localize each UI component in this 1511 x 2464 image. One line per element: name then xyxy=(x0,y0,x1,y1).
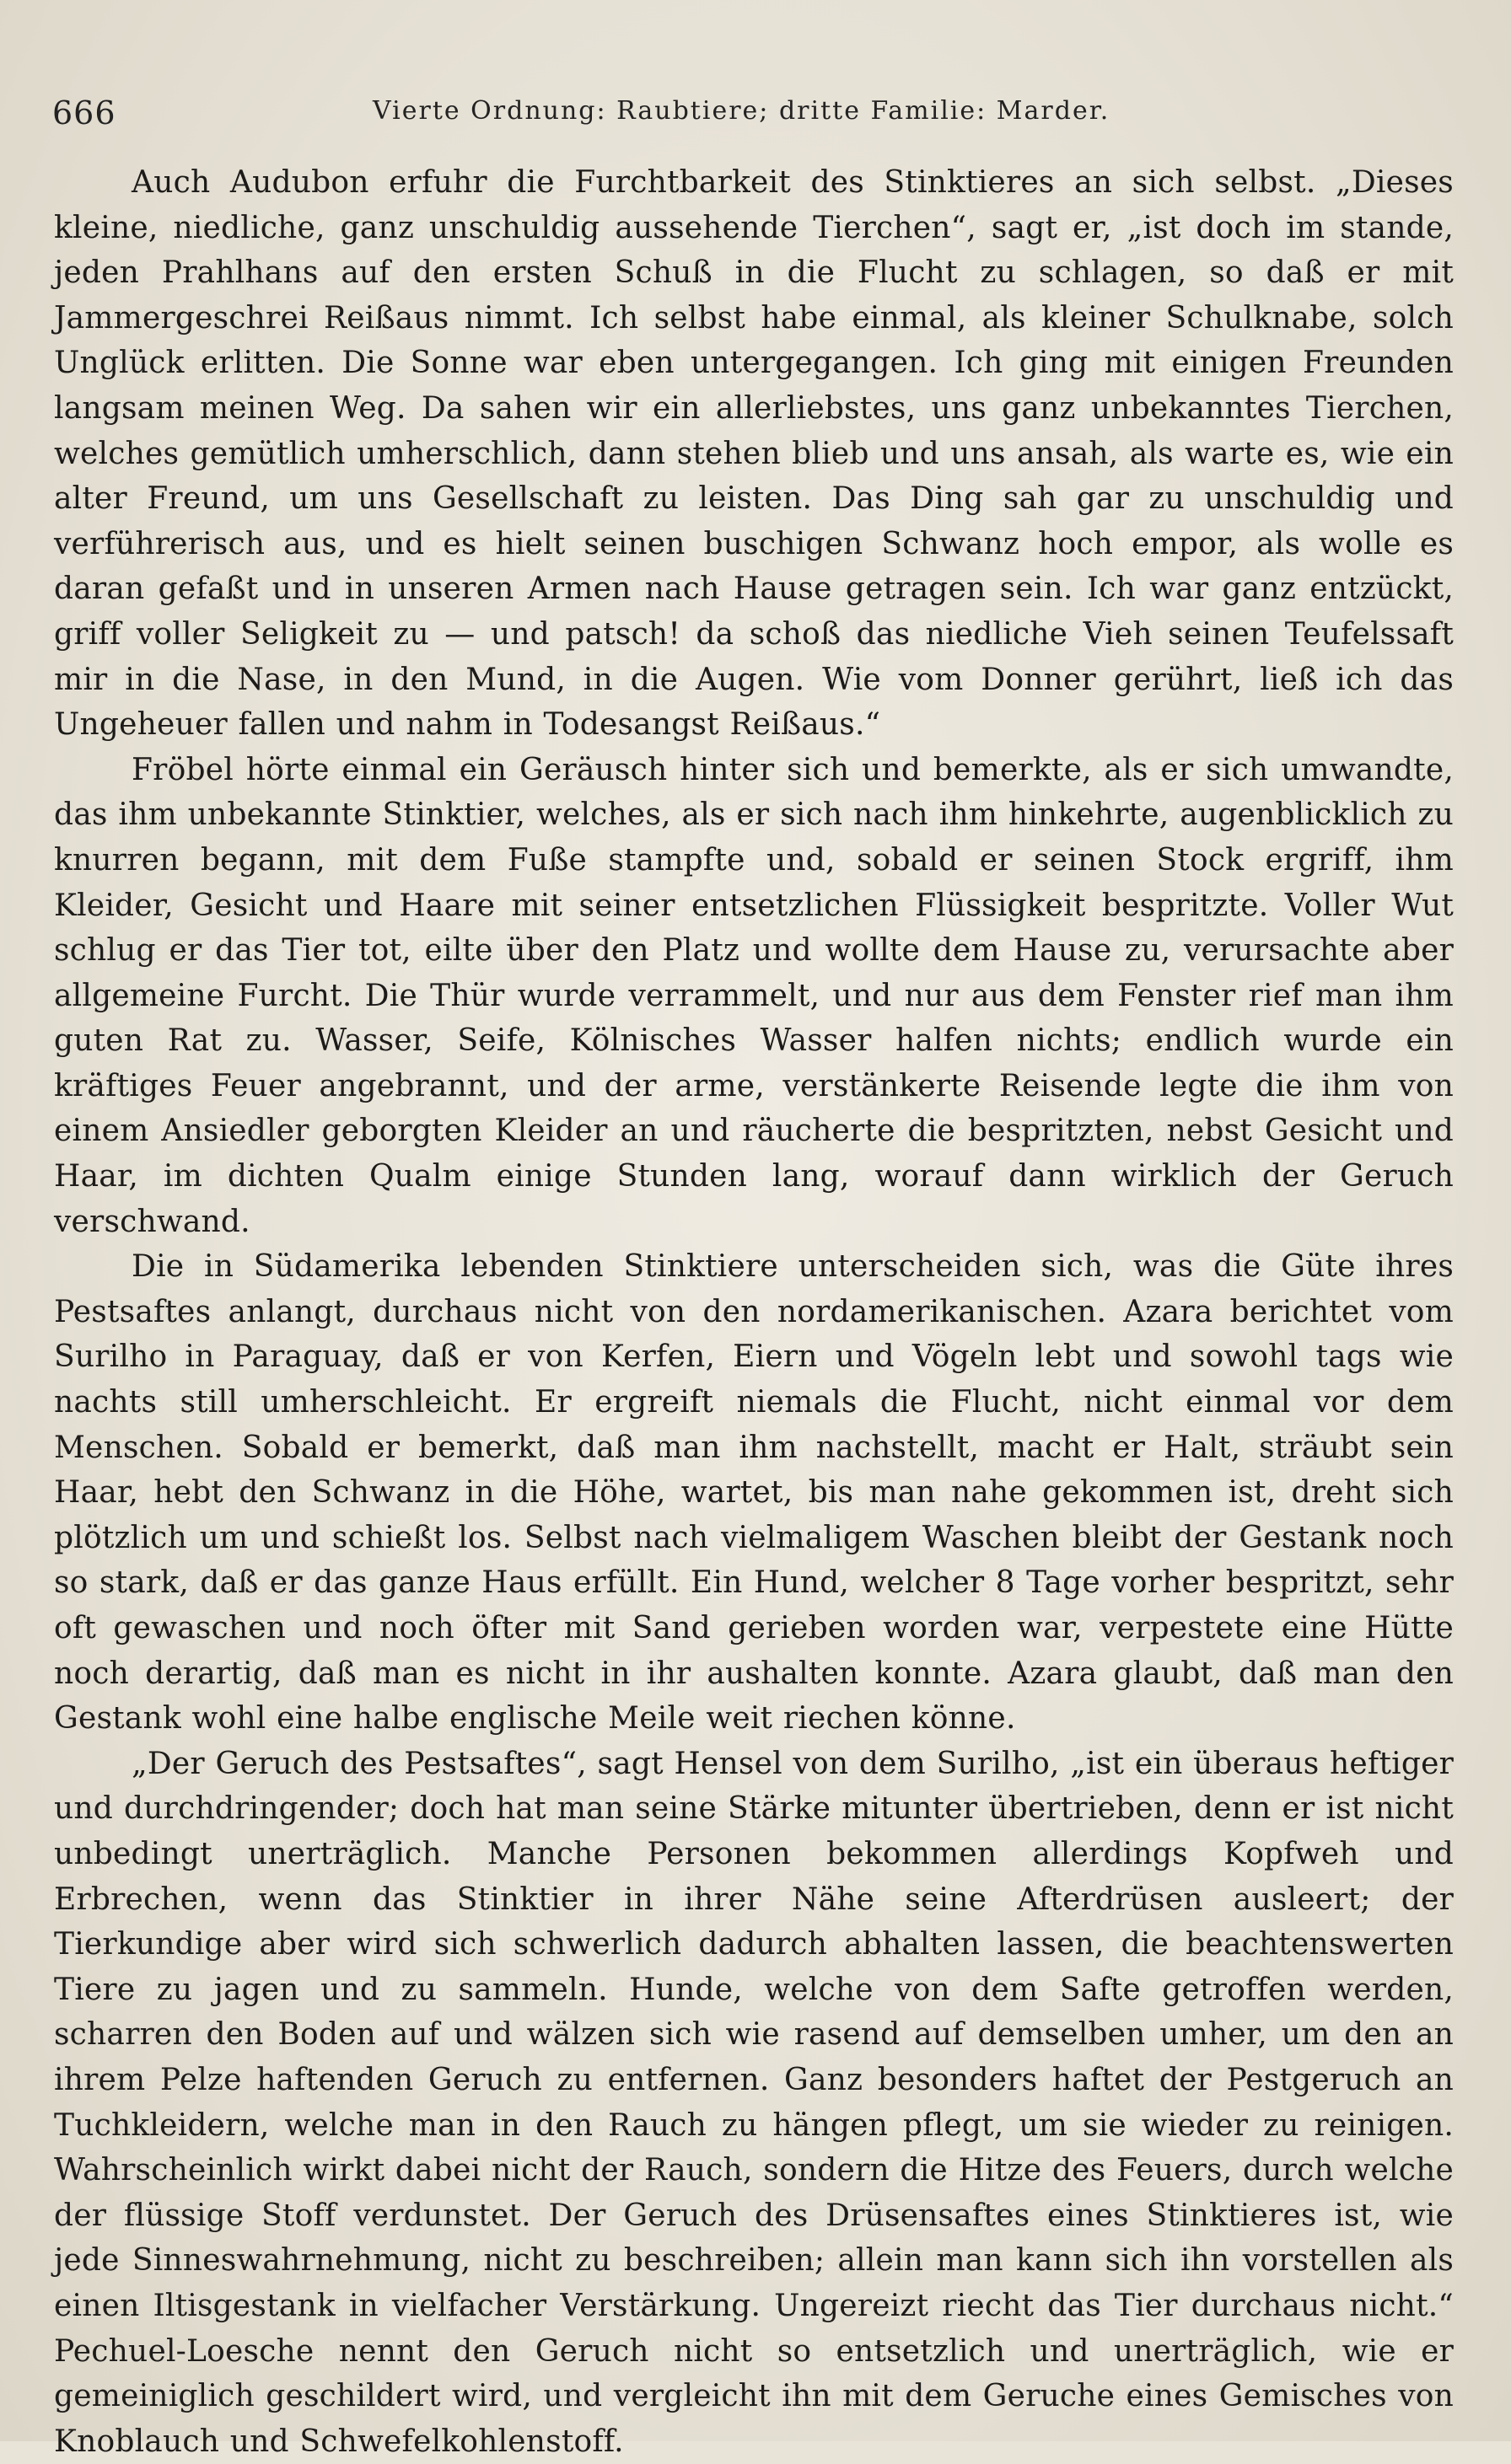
running-head: Vierte Ordnung: Raubtiere; dritte Familie: Marder. xyxy=(373,96,1110,126)
paragraph-audubon: Auch Audubon erfuhr die Furchtbarkeit des Stinktieres an sich selbst. „Dieses kleine, niedliche, ganz unschuldig aussehende Tierchen“, sagt er, „ist doch im stande, jeden Prahlhans auf den ersten Schuß in die Flucht zu schlagen, so daß er mit Jammergeschrei Reißaus nimmt. Ich selbst habe einmal, als kleiner Schulknabe, solch Unglück erlitten. Die Sonne war eben untergegangen. Ich ging mit einigen Freunden langsam meinen Weg. Da sahen wir ein allerliebstes, uns ganz unbekanntes Tierchen, welches gemütlich umherschlich, dann stehen blieb und uns ansah, als warte es, wie ein alter Freund, um uns Gesellschaft zu leisten. Das Ding sah gar zu unschuldig und verführerisch aus, und es hielt seinen buschigen Schwanz hoch empor, als wolle es daran gefaßt und in unseren Armen nach Hause getragen sein. Ich war ganz entzückt, griff voller Seligkeit zu — und patsch! da schoß das niedliche Vieh seinen Teufelssaft mir in die Nase, in den Mund, in die Augen. Wie vom Donner gerührt, ließ ich das Ungeheuer fallen und nahm in Todesangst Reißaus.“ xyxy=(54,165,1454,743)
paragraph-froebel: Fröbel hörte einmal ein Geräusch hinter sich und bemerkte, als er sich umwandte, das ihm unbekannte Stinktier, welches, als er sich nach ihm hinkehrte, augenblicklich zu knurren begann, mit dem Fuße stampfte und, sobald er seinen Stock ergriff, ihm Kleider, Gesicht und Haare mit seiner entsetzlichen Flüssigkeit bespritzte. Voller Wut schlug er das Tier tot, eilte über den Platz und wollte dem Hause zu, verursachte aber allgemeine Furcht. Die Thür wurde verrammelt, und nur aus dem Fenster rief man ihm guten Rat zu. Wasser, Seife, Kölnisches Wasser halfen nichts; endlich wurde ein kräftiges Feuer angebrannt, und der arme, verstänkerte Reisende legte die ihm von einem Ansiedler geborgten Kleider an und räucherte die bespritzten, nebst Gesicht und Haar, im dichten Qualm einige Stunden lang, worauf dann wirklich der Geruch verschwand. xyxy=(54,752,1454,1239)
page-header xyxy=(52,94,1452,145)
paragraph-hensel: „Der Geruch des Pestsaftes“, sagt Hensel von dem Surilho, „ist ein überaus heftiger und durchdringender; doch hat man seine Stärke mitunter übertrieben, denn er ist nicht unbedingt unerträglich. Manche Personen bekommen allerdings Kopfweh und Erbrechen, wenn das Stinktier in ihrer Nähe seine Afterdrüsen ausleert; der Tierkundige aber wird sich schwerlich dadurch abhalten lassen, die beachtenswerten Tiere zu jagen und zu sammeln. Hunde, welche von dem Safte getroffen werden, scharren den Boden auf und wälzen sich wie rasend auf demselben umher, um den an ihrem Pelze haftenden Geruch zu entfernen. Ganz besonders haftet der Pestgeruch an Tuchkleidern, welche man in den Rauch zu hängen pflegt, um sie wieder zu reinigen. Wahrscheinlich wirkt dabei nicht der Rauch, sondern die Hitze des Feuers, durch welche der flüssige Stoff verdunstet. Der Geruch des Drüsensaftes eines Stinktieres ist, wie jede Sinneswahrnehmung, nicht zu beschreiben; allein man kann sich ihn vorstellen als einen Iltisgestank in vielfacher Verstärkung. Ungereizt riecht das Tier durchaus nicht.“ Pechuel-Loesche nennt den Geruch nicht so entsetzlich und unerträglich, wie er gemeiniglich geschildert wird, und vergleicht ihn mit dem Geruche eines Gemisches von Knoblauch und Schwefelkohlenstoff. xyxy=(54,1746,1454,2459)
body-text xyxy=(54,160,1454,2464)
paragraph-azara: Die in Südamerika lebenden Stinktiere unterscheiden sich, was die Güte ihres Pestsaftes anlangt, durchaus nicht von den nordamerikanischen. Azara berichtet vom Surilho in Paraguay, daß er von Kerfen, Eiern und Vögeln lebt und sowohl tags wie nachts still umherschleicht. Er ergreift niemals die Flucht, nicht einmal vor dem Menschen. Sobald er bemerkt, daß man ihm nachstellt, macht er Halt, sträubt sein Haar, hebt den Schwanz in die Höhe, wartet, bis man nahe gekommen ist, dreht sich plötzlich um und schießt los. Selbst nach vielmaligem Waschen bleibt der Gestank noch so stark, daß er das ganze Haus erfüllt. Ein Hund, welcher 8 Tage vorher bespritzt, sehr oft gewaschen und noch öfter mit Sand gerieben worden war, verpestete eine Hütte noch derartig, daß man es nicht in ihr aushalten konnte. Azara glaubt, daß man den Gestank wohl eine halbe englische Meile weit riechen könne. xyxy=(54,1249,1454,1737)
page-number: 666 xyxy=(52,94,116,132)
